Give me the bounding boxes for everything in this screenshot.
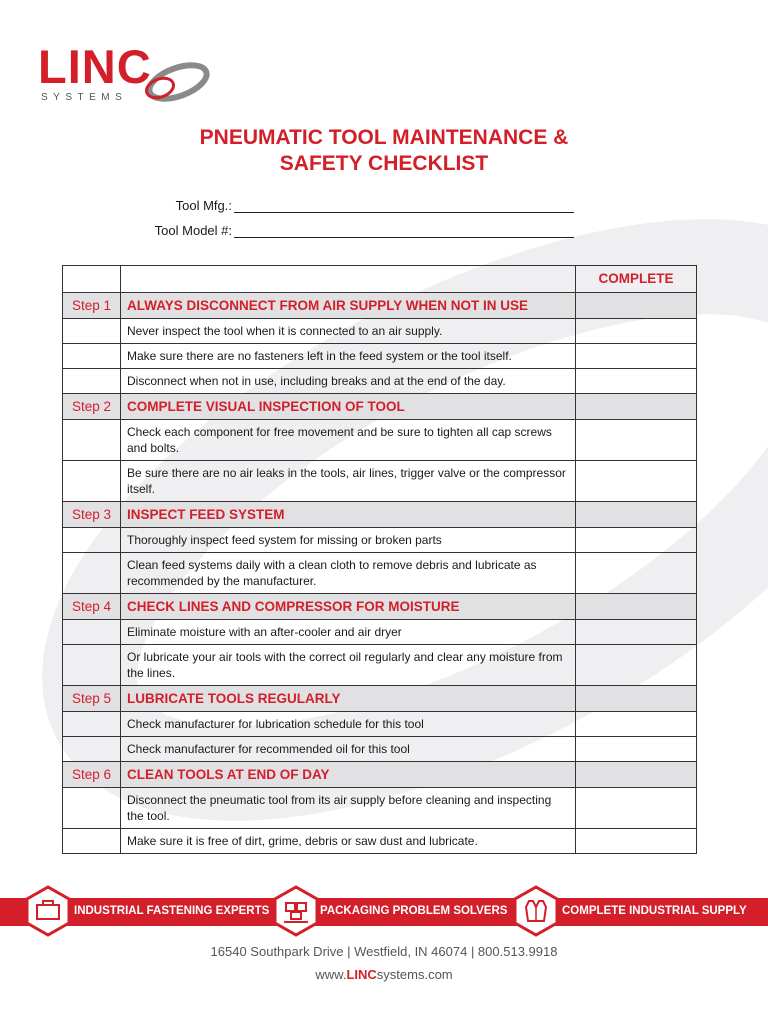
step-title: COMPLETE VISUAL INSPECTION OF TOOL (121, 394, 576, 420)
checklist-item-text: Make sure it is free of dirt, grime, debris or saw dust and lubricate. (121, 829, 576, 854)
banner-text-industrial-supply: COMPLETE INDUSTRIAL SUPPLY (562, 905, 747, 917)
checklist-item-text: Disconnect when not in use, including breaks and at the end of the day. (121, 369, 576, 394)
step-label: Step 4 (63, 594, 121, 620)
checklist-item-row (63, 420, 697, 461)
tool-model-field[interactable] (100, 223, 580, 243)
banner-text-packaging: PACKAGING PROBLEM SOLVERS (320, 905, 508, 917)
complete-checkbox-cell[interactable] (576, 461, 697, 502)
step-title: CHECK LINES AND COMPRESSOR FOR MOISTURE (121, 594, 576, 620)
step-title: INSPECT FEED SYSTEM (121, 502, 576, 528)
item-spacer-cell (63, 645, 121, 686)
step-label: Step 2 (63, 394, 121, 420)
title-line-2: SAFETY CHECKLIST (279, 152, 489, 175)
complete-checkbox-cell[interactable] (576, 645, 697, 686)
step-complete-cell (576, 394, 697, 420)
tool-model-label: Tool Model #: (154, 223, 232, 238)
checklist-item-text: Eliminate moisture with an after-cooler and air dryer (121, 620, 576, 645)
checklist-item-text: Disconnect the pneumatic tool from its air supply before cleaning and inspecting the tool. (121, 788, 576, 829)
banner-text-fastening: INDUSTRIAL FASTENING EXPERTS (74, 905, 270, 917)
item-spacer-cell (63, 553, 121, 594)
step-row (63, 762, 697, 788)
complete-checkbox-cell[interactable] (576, 712, 697, 737)
checklist-item-text: Check manufacturer for recommended oil for this tool (121, 737, 576, 762)
step-title: LUBRICATE TOOLS REGULARLY (121, 686, 576, 712)
tool-mfg-label: Tool Mfg.: (175, 198, 232, 213)
tool-model-input-line[interactable] (234, 237, 574, 238)
item-spacer-cell (63, 829, 121, 854)
checklist-item-row (63, 344, 697, 369)
complete-checkbox-cell[interactable] (576, 369, 697, 394)
item-spacer-cell (63, 712, 121, 737)
logo-swoosh-icon (138, 56, 210, 108)
step-label: Step 1 (63, 293, 121, 319)
complete-checkbox-cell[interactable] (576, 528, 697, 553)
checklist-item-row (63, 461, 697, 502)
step-complete-cell (576, 594, 697, 620)
checklist-item-row (63, 829, 697, 854)
item-spacer-cell (63, 420, 121, 461)
checklist-table (62, 265, 697, 854)
step-title: ALWAYS DISCONNECT FROM AIR SUPPLY WHEN NOT IN USE (121, 293, 576, 319)
step-row (63, 686, 697, 712)
complete-checkbox-cell[interactable] (576, 344, 697, 369)
tool-case-icon (24, 885, 72, 937)
checklist-item-text: Check manufacturer for lubrication schedule for this tool (121, 712, 576, 737)
checklist-item-text: Check each component for free movement and be sure to tighten all cap screws and bolts. (121, 420, 576, 461)
document-title (0, 125, 768, 177)
checklist-item-text: Never inspect the tool when it is connected to an air supply. (121, 319, 576, 344)
step-row (63, 293, 697, 319)
company-website[interactable] (0, 967, 768, 982)
item-spacer-cell (63, 369, 121, 394)
item-spacer-cell (63, 461, 121, 502)
logo-subtitle: SYSTEMS (41, 92, 128, 103)
step-row (63, 394, 697, 420)
complete-checkbox-cell[interactable] (576, 553, 697, 594)
website-suffix: systems.com (376, 967, 453, 982)
checklist-item-row (63, 645, 697, 686)
checklist-item-row (63, 788, 697, 829)
item-spacer-cell (63, 737, 121, 762)
item-spacer-cell (63, 788, 121, 829)
step-complete-cell (576, 502, 697, 528)
step-complete-cell (576, 686, 697, 712)
item-spacer-cell (63, 344, 121, 369)
item-spacer-cell (63, 319, 121, 344)
tool-mfg-field[interactable] (100, 198, 580, 218)
complete-checkbox-cell[interactable] (576, 737, 697, 762)
checklist-item-text: Make sure there are no fasteners left in the feed system or the tool itself. (121, 344, 576, 369)
step-complete-cell (576, 762, 697, 788)
checklist-item-text: Clean feed systems daily with a clean cloth to remove debris and lubricate as recommended by the manufacturer. (121, 553, 576, 594)
checklist-item-text: Be sure there are no air leaks in the tools, air lines, trigger valve or the compressor itself. (121, 461, 576, 502)
complete-checkbox-cell[interactable] (576, 788, 697, 829)
company-logo (38, 42, 213, 117)
website-prefix: www. (315, 967, 347, 982)
step-row (63, 502, 697, 528)
complete-checkbox-cell[interactable] (576, 620, 697, 645)
website-brand: LINC (346, 967, 377, 982)
checklist-item-row (63, 369, 697, 394)
checklist-item-row (63, 553, 697, 594)
step-label: Step 6 (63, 762, 121, 788)
title-line-1: PNEUMATIC TOOL MAINTENANCE & (199, 126, 569, 149)
complete-checkbox-cell[interactable] (576, 420, 697, 461)
checklist-item-row (63, 319, 697, 344)
item-spacer-cell (63, 620, 121, 645)
complete-checkbox-cell[interactable] (576, 829, 697, 854)
step-complete-cell (576, 293, 697, 319)
checklist-item-text: Or lubricate your air tools with the correct oil regularly and clear any moisture from the lines. (121, 645, 576, 686)
checklist-item-row (63, 620, 697, 645)
step-title: CLEAN TOOLS AT END OF DAY (121, 762, 576, 788)
step-row (63, 594, 697, 620)
complete-column-header: COMPLETE (576, 266, 697, 293)
safety-vest-icon (512, 885, 560, 937)
header-empty-cell (121, 266, 576, 293)
checklist-item-row (63, 737, 697, 762)
item-spacer-cell (63, 528, 121, 553)
tool-mfg-input-line[interactable] (234, 212, 574, 213)
pallet-boxes-icon (272, 885, 320, 937)
step-label: Step 5 (63, 686, 121, 712)
checklist-item-row (63, 712, 697, 737)
step-label: Step 3 (63, 502, 121, 528)
complete-checkbox-cell[interactable] (576, 319, 697, 344)
company-address: 16540 Southpark Drive | Westfield, IN 46074 | 800.513.9918 (210, 944, 558, 959)
logo-wordmark: LINC (38, 40, 152, 93)
checklist-item-row (63, 528, 697, 553)
header-empty-cell (63, 266, 121, 293)
checklist-item-text: Thoroughly inspect feed system for missing or broken parts (121, 528, 576, 553)
table-header-row (63, 266, 697, 293)
